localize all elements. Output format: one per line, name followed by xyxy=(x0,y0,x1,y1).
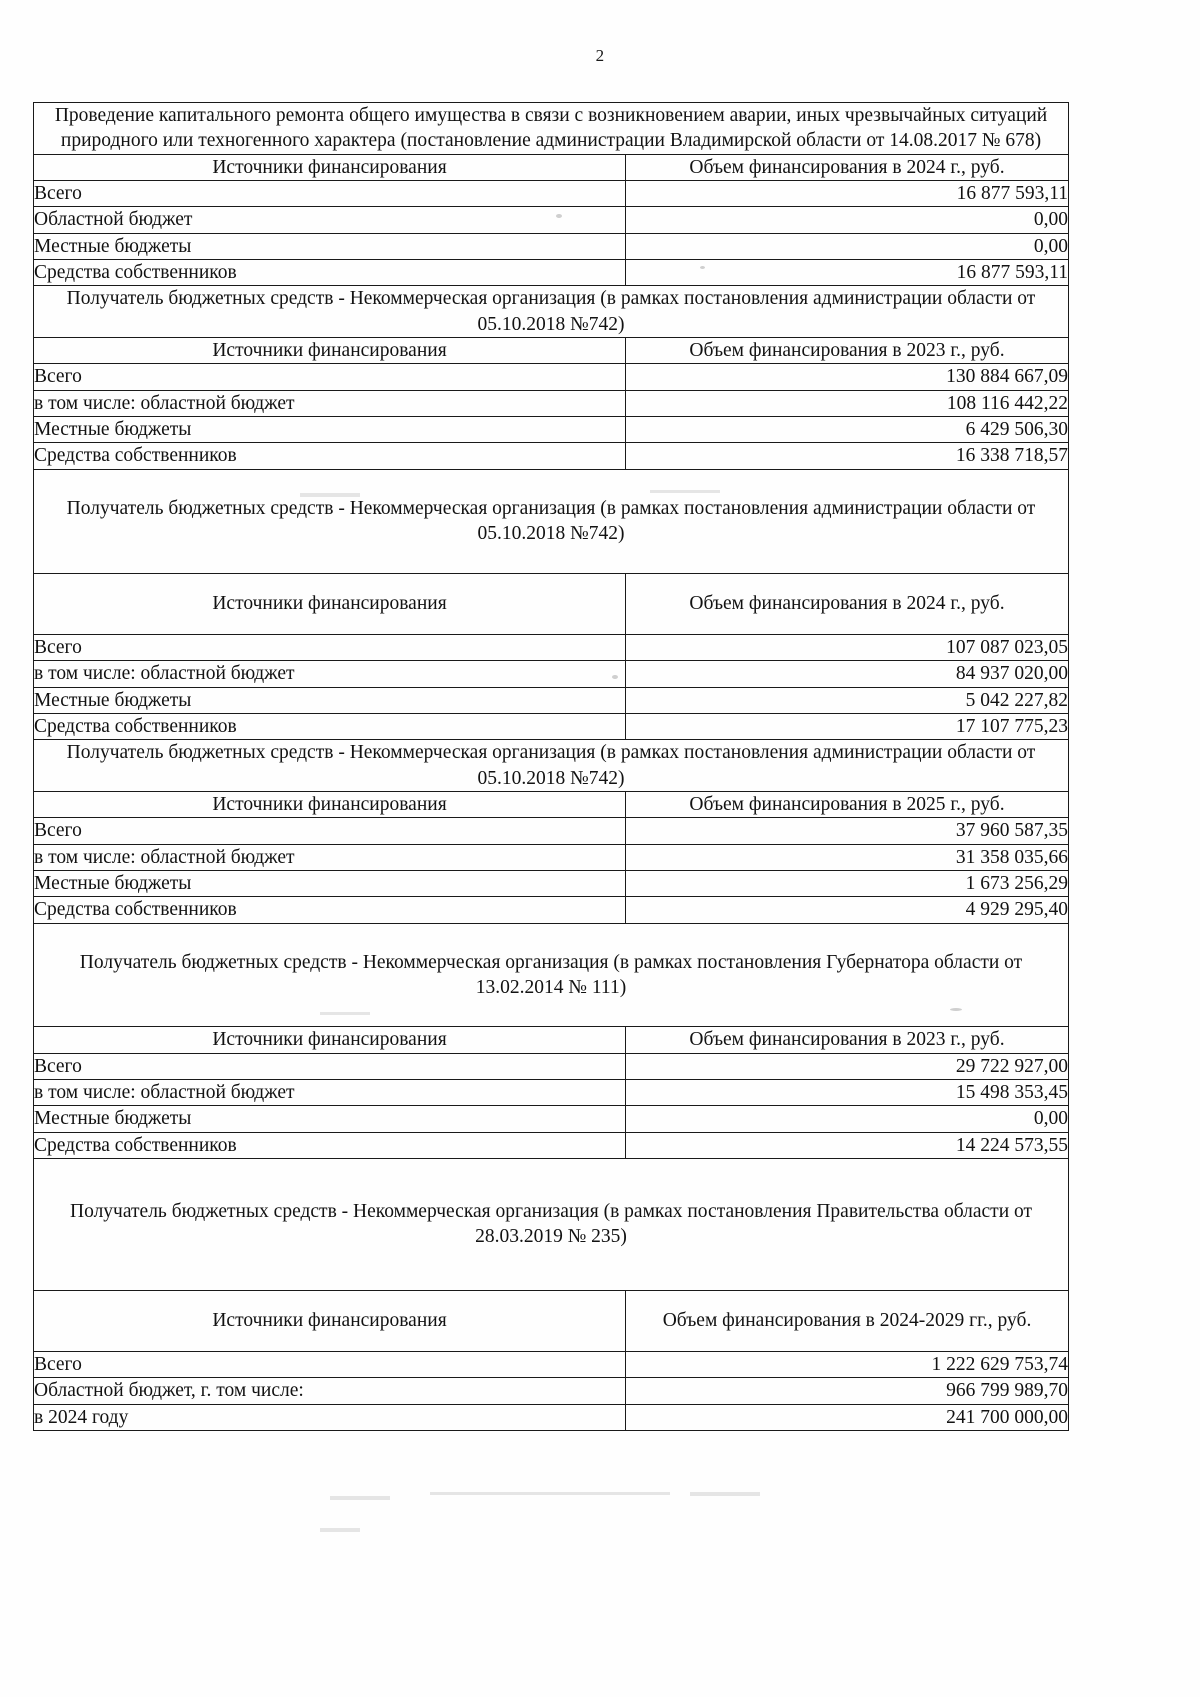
section-title: Получатель бюджетных средств - Некоммерческая организация (в рамках постановления администрации области от 05.10.2018 №742) xyxy=(34,740,1069,792)
column-header-row xyxy=(34,154,1069,180)
row-label: в том числе: областной бюджет xyxy=(34,661,626,687)
table-row xyxy=(34,870,1069,896)
row-label: в том числе: областной бюджет xyxy=(34,1080,626,1106)
row-value: 966 799 989,70 xyxy=(626,1378,1069,1404)
header-source: Источники финансирования xyxy=(34,791,626,817)
column-header-row xyxy=(34,338,1069,364)
section-title: Получатель бюджетных средств - Некоммерческая организация (в рамках постановления Губернатора области от 13.02.2014 № 111) xyxy=(34,923,1069,1027)
row-label: Средства собственников xyxy=(34,713,626,739)
table-row xyxy=(34,661,1069,687)
table-row xyxy=(34,1080,1069,1106)
row-value: 107 087 023,05 xyxy=(626,634,1069,660)
table-row xyxy=(34,1053,1069,1079)
table-row xyxy=(34,390,1069,416)
header-volume: Объем финансирования в 2024-2029 гг., руб. xyxy=(626,1290,1069,1351)
section-title-row xyxy=(34,469,1069,573)
header-volume: Объем финансирования в 2025 г., руб. xyxy=(626,791,1069,817)
table-row xyxy=(34,1132,1069,1158)
row-label: в том числе: областной бюджет xyxy=(34,844,626,870)
row-label: Областной бюджет xyxy=(34,207,626,233)
row-label: Всего xyxy=(34,1053,626,1079)
row-value: 16 877 593,11 xyxy=(626,181,1069,207)
table-row xyxy=(34,1404,1069,1430)
table-row xyxy=(34,417,1069,443)
row-label: Местные бюджеты xyxy=(34,1106,626,1132)
row-label: Местные бюджеты xyxy=(34,870,626,896)
row-value: 84 937 020,00 xyxy=(626,661,1069,687)
row-label: Средства собственников xyxy=(34,897,626,923)
row-value: 14 224 573,55 xyxy=(626,1132,1069,1158)
table-row xyxy=(34,1378,1069,1404)
scan-artifact xyxy=(430,1492,670,1495)
scan-artifact xyxy=(330,1496,390,1500)
header-source: Источники финансирования xyxy=(34,1027,626,1053)
table-row xyxy=(34,443,1069,469)
table-row xyxy=(34,207,1069,233)
row-value: 1 222 629 753,74 xyxy=(626,1352,1069,1378)
table-row xyxy=(34,1106,1069,1132)
row-label: Средства собственников xyxy=(34,260,626,286)
header-volume: Объем финансирования в 2023 г., руб. xyxy=(626,338,1069,364)
row-label: в 2024 году xyxy=(34,1404,626,1430)
scan-artifact xyxy=(320,1528,360,1532)
budget-table-section-1 xyxy=(33,102,1069,1431)
table-row xyxy=(34,233,1069,259)
section-title: Проведение капитального ремонта общего имущества в связи с возникновением аварии, иных чрезвычайных ситуаций природного или техногенного характера (постановление администрации Владимирской области от 14.08.2017 № 678) xyxy=(34,103,1069,155)
row-label: Областной бюджет, г. том числе: xyxy=(34,1378,626,1404)
row-label: Средства собственников xyxy=(34,1132,626,1158)
section-title-row xyxy=(34,286,1069,338)
row-value: 1 673 256,29 xyxy=(626,870,1069,896)
row-value: 31 358 035,66 xyxy=(626,844,1069,870)
table-row xyxy=(34,634,1069,660)
table-row xyxy=(34,713,1069,739)
row-value: 241 700 000,00 xyxy=(626,1404,1069,1430)
section-title-row xyxy=(34,103,1069,155)
header-source: Источники финансирования xyxy=(34,154,626,180)
section-title-row xyxy=(34,1159,1069,1291)
table-row xyxy=(34,897,1069,923)
header-source: Источники финансирования xyxy=(34,1290,626,1351)
row-value: 130 884 667,09 xyxy=(626,364,1069,390)
row-label: Всего xyxy=(34,818,626,844)
section-title: Получатель бюджетных средств - Некоммерческая организация (в рамках постановления Правительства области от 28.03.2019 № 235) xyxy=(34,1159,1069,1291)
row-value: 0,00 xyxy=(626,233,1069,259)
row-value: 108 116 442,22 xyxy=(626,390,1069,416)
row-value: 29 722 927,00 xyxy=(626,1053,1069,1079)
header-source: Источники финансирования xyxy=(34,573,626,634)
row-value: 4 929 295,40 xyxy=(626,897,1069,923)
row-value: 15 498 353,45 xyxy=(626,1080,1069,1106)
header-volume: Объем финансирования в 2024 г., руб. xyxy=(626,573,1069,634)
table-row xyxy=(34,260,1069,286)
column-header-row xyxy=(34,573,1069,634)
row-value: 5 042 227,82 xyxy=(626,687,1069,713)
row-label: Всего xyxy=(34,181,626,207)
row-label: Местные бюджеты xyxy=(34,417,626,443)
row-label: Местные бюджеты xyxy=(34,687,626,713)
header-volume: Объем финансирования в 2024 г., руб. xyxy=(626,154,1069,180)
row-label: Средства собственников xyxy=(34,443,626,469)
row-label: Всего xyxy=(34,634,626,660)
row-value: 16 338 718,57 xyxy=(626,443,1069,469)
scan-artifact xyxy=(690,1492,760,1496)
row-label: Всего xyxy=(34,1352,626,1378)
column-header-row xyxy=(34,1290,1069,1351)
row-value: 0,00 xyxy=(626,1106,1069,1132)
column-header-row xyxy=(34,791,1069,817)
row-label: Местные бюджеты xyxy=(34,233,626,259)
section-title: Получатель бюджетных средств - Некоммерческая организация (в рамках постановления администрации области от 05.10.2018 №742) xyxy=(34,286,1069,338)
column-header-row xyxy=(34,1027,1069,1053)
table-row xyxy=(34,364,1069,390)
row-value: 37 960 587,35 xyxy=(626,818,1069,844)
table-row xyxy=(34,844,1069,870)
header-source: Источники финансирования xyxy=(34,338,626,364)
table-row xyxy=(34,687,1069,713)
header-volume: Объем финансирования в 2023 г., руб. xyxy=(626,1027,1069,1053)
section-title-row xyxy=(34,740,1069,792)
row-value: 17 107 775,23 xyxy=(626,713,1069,739)
page-number: 2 xyxy=(595,46,605,65)
table-row xyxy=(34,181,1069,207)
budget-tables-container xyxy=(33,102,1168,1431)
table-row xyxy=(34,818,1069,844)
row-value: 6 429 506,30 xyxy=(626,417,1069,443)
section-title-row xyxy=(34,923,1069,1027)
row-label: Всего xyxy=(34,364,626,390)
section-title: Получатель бюджетных средств - Некоммерческая организация (в рамках постановления администрации области от 05.10.2018 №742) xyxy=(34,469,1069,573)
row-value: 16 877 593,11 xyxy=(626,260,1069,286)
row-value: 0,00 xyxy=(626,207,1069,233)
table-row xyxy=(34,1352,1069,1378)
row-label: в том числе: областной бюджет xyxy=(34,390,626,416)
